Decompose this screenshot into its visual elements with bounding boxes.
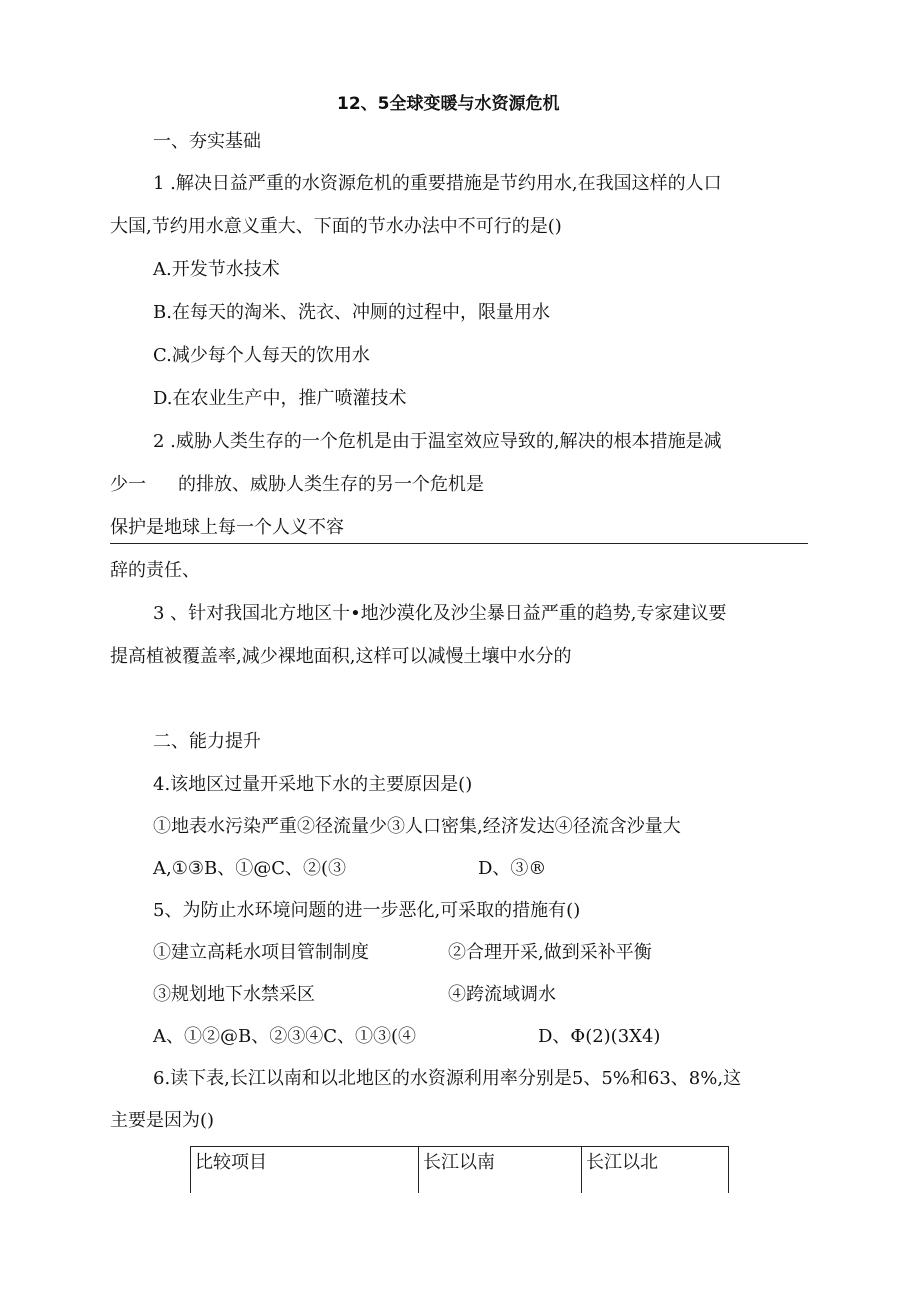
answer-blank-line	[110, 543, 808, 544]
q5-answers-a-c: A、①②@B、②③④C、①③(④	[153, 1026, 417, 1047]
q2-line3: 保护是地球上每一个人义不容	[110, 517, 344, 538]
q6-line1: 6.读下表,长江以南和以北地区的水资源利用率分别是5、5%和63、8%,这	[153, 1068, 742, 1089]
q2-line2-start: 少一	[110, 474, 146, 495]
q5-answer-d: D、Φ(2)(3X4)	[538, 1026, 661, 1047]
q4-choices: ①地表水污染严重②径流量少③人口密集,经济发达④径流含沙量大	[153, 816, 681, 837]
table-header-row	[191, 1147, 729, 1194]
q5-choice-1: ①建立高耗水项目管制制度	[153, 942, 369, 963]
table-header-north: 长江以北	[582, 1147, 729, 1194]
q2-line2-rest: 的排放、威胁人类生存的另一个危机是	[178, 474, 484, 495]
q2-line1: 2 .威胁人类生存的一个危机是由于温室效应导致的,解决的根本措施是减	[153, 431, 722, 452]
q5-stem: 5、为防止水环境问题的进一步恶化,可采取的措施有()	[153, 900, 581, 921]
section-heading-basics: 一、夯实基础	[153, 131, 261, 152]
page-title: 12、5全球变暖与水资源危机	[337, 94, 560, 114]
q5-choice-3: ③规划地下水禁采区	[153, 984, 315, 1005]
q4-answer-d: D、③®	[478, 858, 547, 879]
q4-stem: 4.该地区过量开采地下水的主要原因是()	[153, 774, 473, 795]
q1-line1: 1 .解决日益严重的水资源危机的重要措施是节约用水,在我国这样的人口	[153, 173, 722, 194]
q1-line2: 大国,节约用水意义重大、下面的节水办法中不可行的是()	[110, 216, 562, 237]
table-header-south: 长江以南	[419, 1147, 582, 1194]
q1-option-b: B.在每天的淘米、洗衣、冲厕的过程中，限量用水	[153, 302, 550, 323]
q5-choice-4: ④跨流域调水	[448, 984, 556, 1005]
section-heading-ability: 二、能力提升	[153, 731, 261, 752]
q2-line4: 辞的责任、	[110, 560, 200, 581]
table-header-item: 比较项目	[191, 1147, 419, 1194]
q3-line1: 3 、针对我国北方地区十•地沙漠化及沙尘暴日益严重的趋势,专家建议要	[153, 603, 727, 624]
q3-line2: 提高植被覆盖率,减少裸地面积,这样可以减慢土壤中水分的	[110, 646, 572, 667]
q1-option-d: D.在农业生产中，推广喷灌技术	[153, 388, 407, 409]
q4-answers-a-c: A,①③B、①@C、②(③	[153, 858, 347, 879]
q6-line2: 主要是因为()	[110, 1110, 215, 1131]
q1-option-a: A.开发节水技术	[153, 259, 280, 280]
q1-option-c: C.减少每个人每天的饮用水	[153, 345, 370, 366]
comparison-table	[190, 1146, 729, 1193]
q5-choice-2: ②合理开采,做到采补平衡	[448, 942, 652, 963]
